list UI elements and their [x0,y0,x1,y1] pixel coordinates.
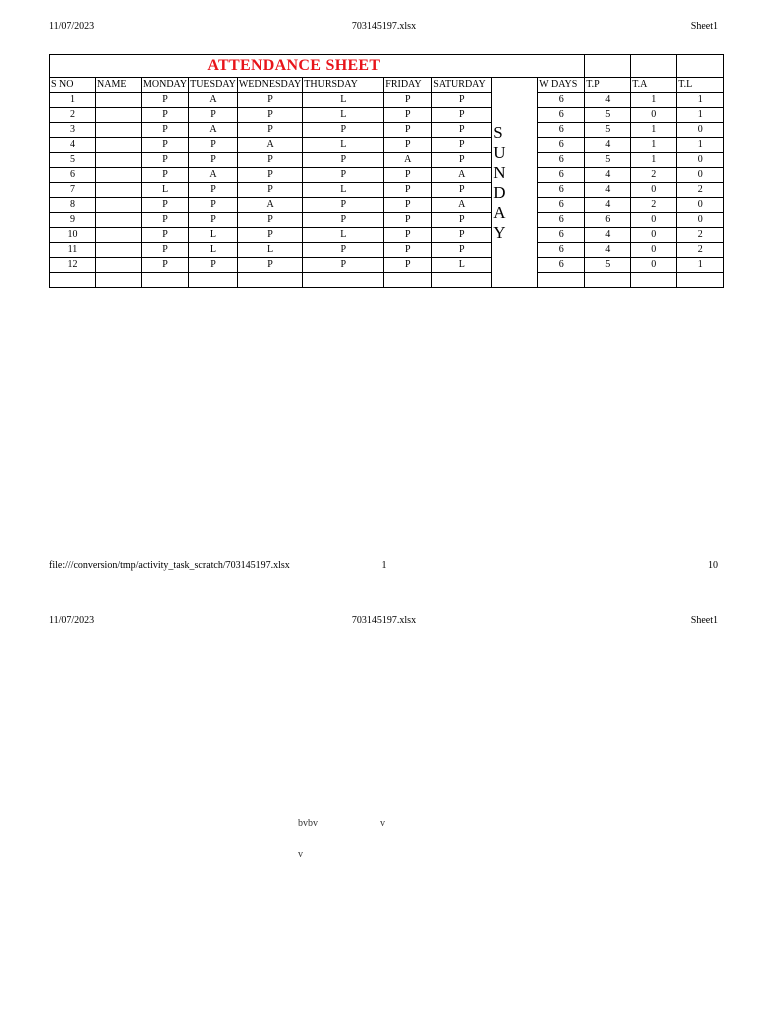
cell-tp: 4 [585,228,631,243]
cell-name [96,123,142,138]
cell-tl: 1 [677,93,724,108]
cell-wdays: 6 [538,138,585,153]
cell-tuesday: P [189,138,238,153]
cell-ta: 0 [631,258,677,273]
cell-tp: 4 [585,198,631,213]
cell-tuesday: L [189,228,238,243]
cell-monday: P [142,108,189,123]
cell-friday: P [384,183,432,198]
cell-sno: 11 [50,243,96,258]
cell-wednesday: P [237,228,302,243]
cell-ta: 1 [631,138,677,153]
cell-tp: 5 [585,108,631,123]
blank-cell [96,273,142,288]
cell-tuesday: P [189,183,238,198]
table-row [50,153,724,168]
sunday-letter: Y [493,222,506,242]
cell-wdays: 6 [538,243,585,258]
cell-monday: P [142,168,189,183]
cell-ta: 1 [631,153,677,168]
cell-wdays: 6 [538,123,585,138]
blank-cell [50,273,96,288]
cell-tp: 4 [585,243,631,258]
cell-saturday: P [432,93,492,108]
cell-tp: 4 [585,168,631,183]
cell-monday: P [142,93,189,108]
cell-tp: 4 [585,183,631,198]
blank-cell [432,273,492,288]
cell-tl: 2 [677,243,724,258]
cell-wdays: 6 [538,93,585,108]
cell-monday: P [142,123,189,138]
cell-ta: 0 [631,228,677,243]
cell-name [96,138,142,153]
header-saturday: SATURDAY [432,78,492,93]
cell-tuesday: A [189,123,238,138]
blank-cell [538,55,585,78]
blank-cell [538,273,585,288]
header-tp: T.P [585,78,631,93]
cell-sno: 12 [50,258,96,273]
table-row [50,198,724,213]
cell-tl: 0 [677,153,724,168]
title-row [50,55,724,78]
page1-date: 11/07/2023 [49,21,95,32]
cell-ta: 0 [631,183,677,198]
page2-sheet-name: Sheet1 [690,615,718,626]
page2-text-bvbv: bvbv [298,818,318,829]
header-sno: S NO [50,78,96,93]
blank-cell [237,273,302,288]
cell-sno: 2 [50,108,96,123]
cell-tuesday: P [189,198,238,213]
table-row [50,228,724,243]
table-row [50,213,724,228]
cell-friday: P [384,168,432,183]
cell-saturday: A [432,198,492,213]
cell-wdays: 6 [538,228,585,243]
cell-tuesday: A [189,93,238,108]
cell-saturday: P [432,243,492,258]
cell-friday: P [384,243,432,258]
cell-tp: 5 [585,258,631,273]
page2-date: 11/07/2023 [49,615,95,626]
cell-name [96,108,142,123]
cell-friday: P [384,123,432,138]
cell-sno: 3 [50,123,96,138]
cell-sno: 6 [50,168,96,183]
cell-friday: P [384,138,432,153]
cell-ta: 2 [631,198,677,213]
cell-wednesday: P [237,183,302,198]
cell-name [96,183,142,198]
cell-wdays: 6 [538,153,585,168]
page1-file-name: 703145197.xlsx [351,21,417,32]
cell-sno: 8 [50,198,96,213]
cell-monday: P [142,153,189,168]
table-row [50,123,724,138]
cell-monday: P [142,213,189,228]
page2-text-v2: v [298,849,303,860]
cell-thursday: L [303,228,384,243]
cell-ta: 2 [631,168,677,183]
table-row [50,258,724,273]
cell-wednesday: P [237,258,302,273]
cell-wednesday: A [237,138,302,153]
cell-monday: P [142,243,189,258]
cell-saturday: P [432,108,492,123]
cell-wdays: 6 [538,213,585,228]
cell-thursday: L [303,183,384,198]
table-row [50,93,724,108]
blank-cell [142,273,189,288]
cell-tl: 0 [677,213,724,228]
header-name: NAME [96,78,142,93]
cell-sno: 10 [50,228,96,243]
header-wdays: W DAYS [538,78,585,93]
blank-cell [303,273,384,288]
blank-cell [677,55,724,78]
sunday-column [492,78,538,288]
cell-friday: P [384,258,432,273]
blank-cell [677,273,724,288]
cell-tp: 5 [585,123,631,138]
cell-monday: P [142,228,189,243]
cell-wednesday: P [237,108,302,123]
cell-thursday: P [303,123,384,138]
blank-cell [585,55,631,78]
cell-thursday: P [303,213,384,228]
cell-wednesday: P [237,123,302,138]
page2-text-v1: v [380,818,385,829]
cell-thursday: P [303,198,384,213]
empty-row [50,273,724,288]
table-row [50,108,724,123]
header-row [50,78,724,93]
cell-saturday: L [432,258,492,273]
cell-saturday: P [432,123,492,138]
cell-tuesday: P [189,258,238,273]
cell-ta: 0 [631,108,677,123]
cell-tl: 2 [677,183,724,198]
table-row [50,243,724,258]
cell-monday: L [142,183,189,198]
cell-name [96,213,142,228]
cell-name [96,258,142,273]
attendance-table [49,54,724,288]
cell-saturday: P [432,228,492,243]
blank-cell [631,273,677,288]
header-thursday: THURSDAY [303,78,384,93]
cell-tl: 0 [677,123,724,138]
cell-friday: P [384,93,432,108]
cell-ta: 1 [631,93,677,108]
table-row [50,168,724,183]
cell-wednesday: P [237,93,302,108]
cell-saturday: A [432,168,492,183]
cell-sno: 7 [50,183,96,198]
cell-friday: P [384,198,432,213]
cell-wednesday: P [237,168,302,183]
cell-tp: 4 [585,138,631,153]
page1-sheet-name: Sheet1 [690,21,718,32]
cell-tuesday: P [189,213,238,228]
blank-cell [384,273,432,288]
cell-thursday: P [303,168,384,183]
cell-name [96,153,142,168]
page1-footer-path: file:///conversion/tmp/activity_task_scratch/703145197.xlsx [49,560,290,571]
cell-tl: 1 [677,108,724,123]
cell-sno: 5 [50,153,96,168]
cell-thursday: L [303,93,384,108]
cell-tp: 4 [585,93,631,108]
cell-tl: 0 [677,168,724,183]
cell-wdays: 6 [538,198,585,213]
cell-saturday: P [432,183,492,198]
cell-tl: 1 [677,138,724,153]
cell-friday: P [384,228,432,243]
cell-tp: 6 [585,213,631,228]
cell-thursday: P [303,153,384,168]
cell-ta: 0 [631,213,677,228]
cell-sno: 9 [50,213,96,228]
cell-ta: 0 [631,243,677,258]
cell-friday: P [384,213,432,228]
cell-wdays: 6 [538,168,585,183]
cell-name [96,243,142,258]
cell-friday: A [384,153,432,168]
header-ta: T.A [631,78,677,93]
page1-footer-page: 1 [381,560,387,571]
cell-name [96,198,142,213]
cell-sno: 1 [50,93,96,108]
blank-cell [585,273,631,288]
cell-tp: 5 [585,153,631,168]
blank-cell [189,273,238,288]
cell-wdays: 6 [538,258,585,273]
cell-tl: 2 [677,228,724,243]
page1-footer-total: 10 [708,560,718,571]
sunday-letter: S [493,122,503,142]
cell-wdays: 6 [538,183,585,198]
cell-name [96,93,142,108]
cell-tuesday: A [189,168,238,183]
cell-saturday: P [432,213,492,228]
cell-thursday: L [303,138,384,153]
cell-tuesday: P [189,153,238,168]
cell-friday: P [384,108,432,123]
cell-saturday: P [432,153,492,168]
blank-cell [631,55,677,78]
cell-tl: 1 [677,258,724,273]
sunday-letter: A [493,202,506,222]
header-wednesday: WEDNESDAY [237,78,302,93]
header-tuesday: TUESDAY [189,78,238,93]
header-monday: MONDAY [142,78,189,93]
cell-thursday: L [303,108,384,123]
sunday-letter: U [493,142,506,162]
cell-tl: 0 [677,198,724,213]
page2-file-name: 703145197.xlsx [351,615,417,626]
cell-sno: 4 [50,138,96,153]
header-friday: FRIDAY [384,78,432,93]
table-row [50,183,724,198]
cell-monday: P [142,138,189,153]
cell-thursday: P [303,243,384,258]
cell-wdays: 6 [538,108,585,123]
cell-monday: P [142,258,189,273]
cell-tuesday: P [189,108,238,123]
cell-wednesday: L [237,243,302,258]
header-tl: T.L [677,78,724,93]
cell-monday: P [142,198,189,213]
cell-saturday: P [432,138,492,153]
cell-wednesday: P [237,153,302,168]
table-row [50,138,724,153]
sheet-title: ATTENDANCE SHEET [50,55,538,78]
sunday-letter: N [493,162,506,182]
cell-ta: 1 [631,123,677,138]
cell-thursday: P [303,258,384,273]
cell-tuesday: L [189,243,238,258]
cell-name [96,228,142,243]
cell-name [96,168,142,183]
cell-wednesday: A [237,198,302,213]
sunday-letter: D [493,182,506,202]
cell-wednesday: P [237,213,302,228]
